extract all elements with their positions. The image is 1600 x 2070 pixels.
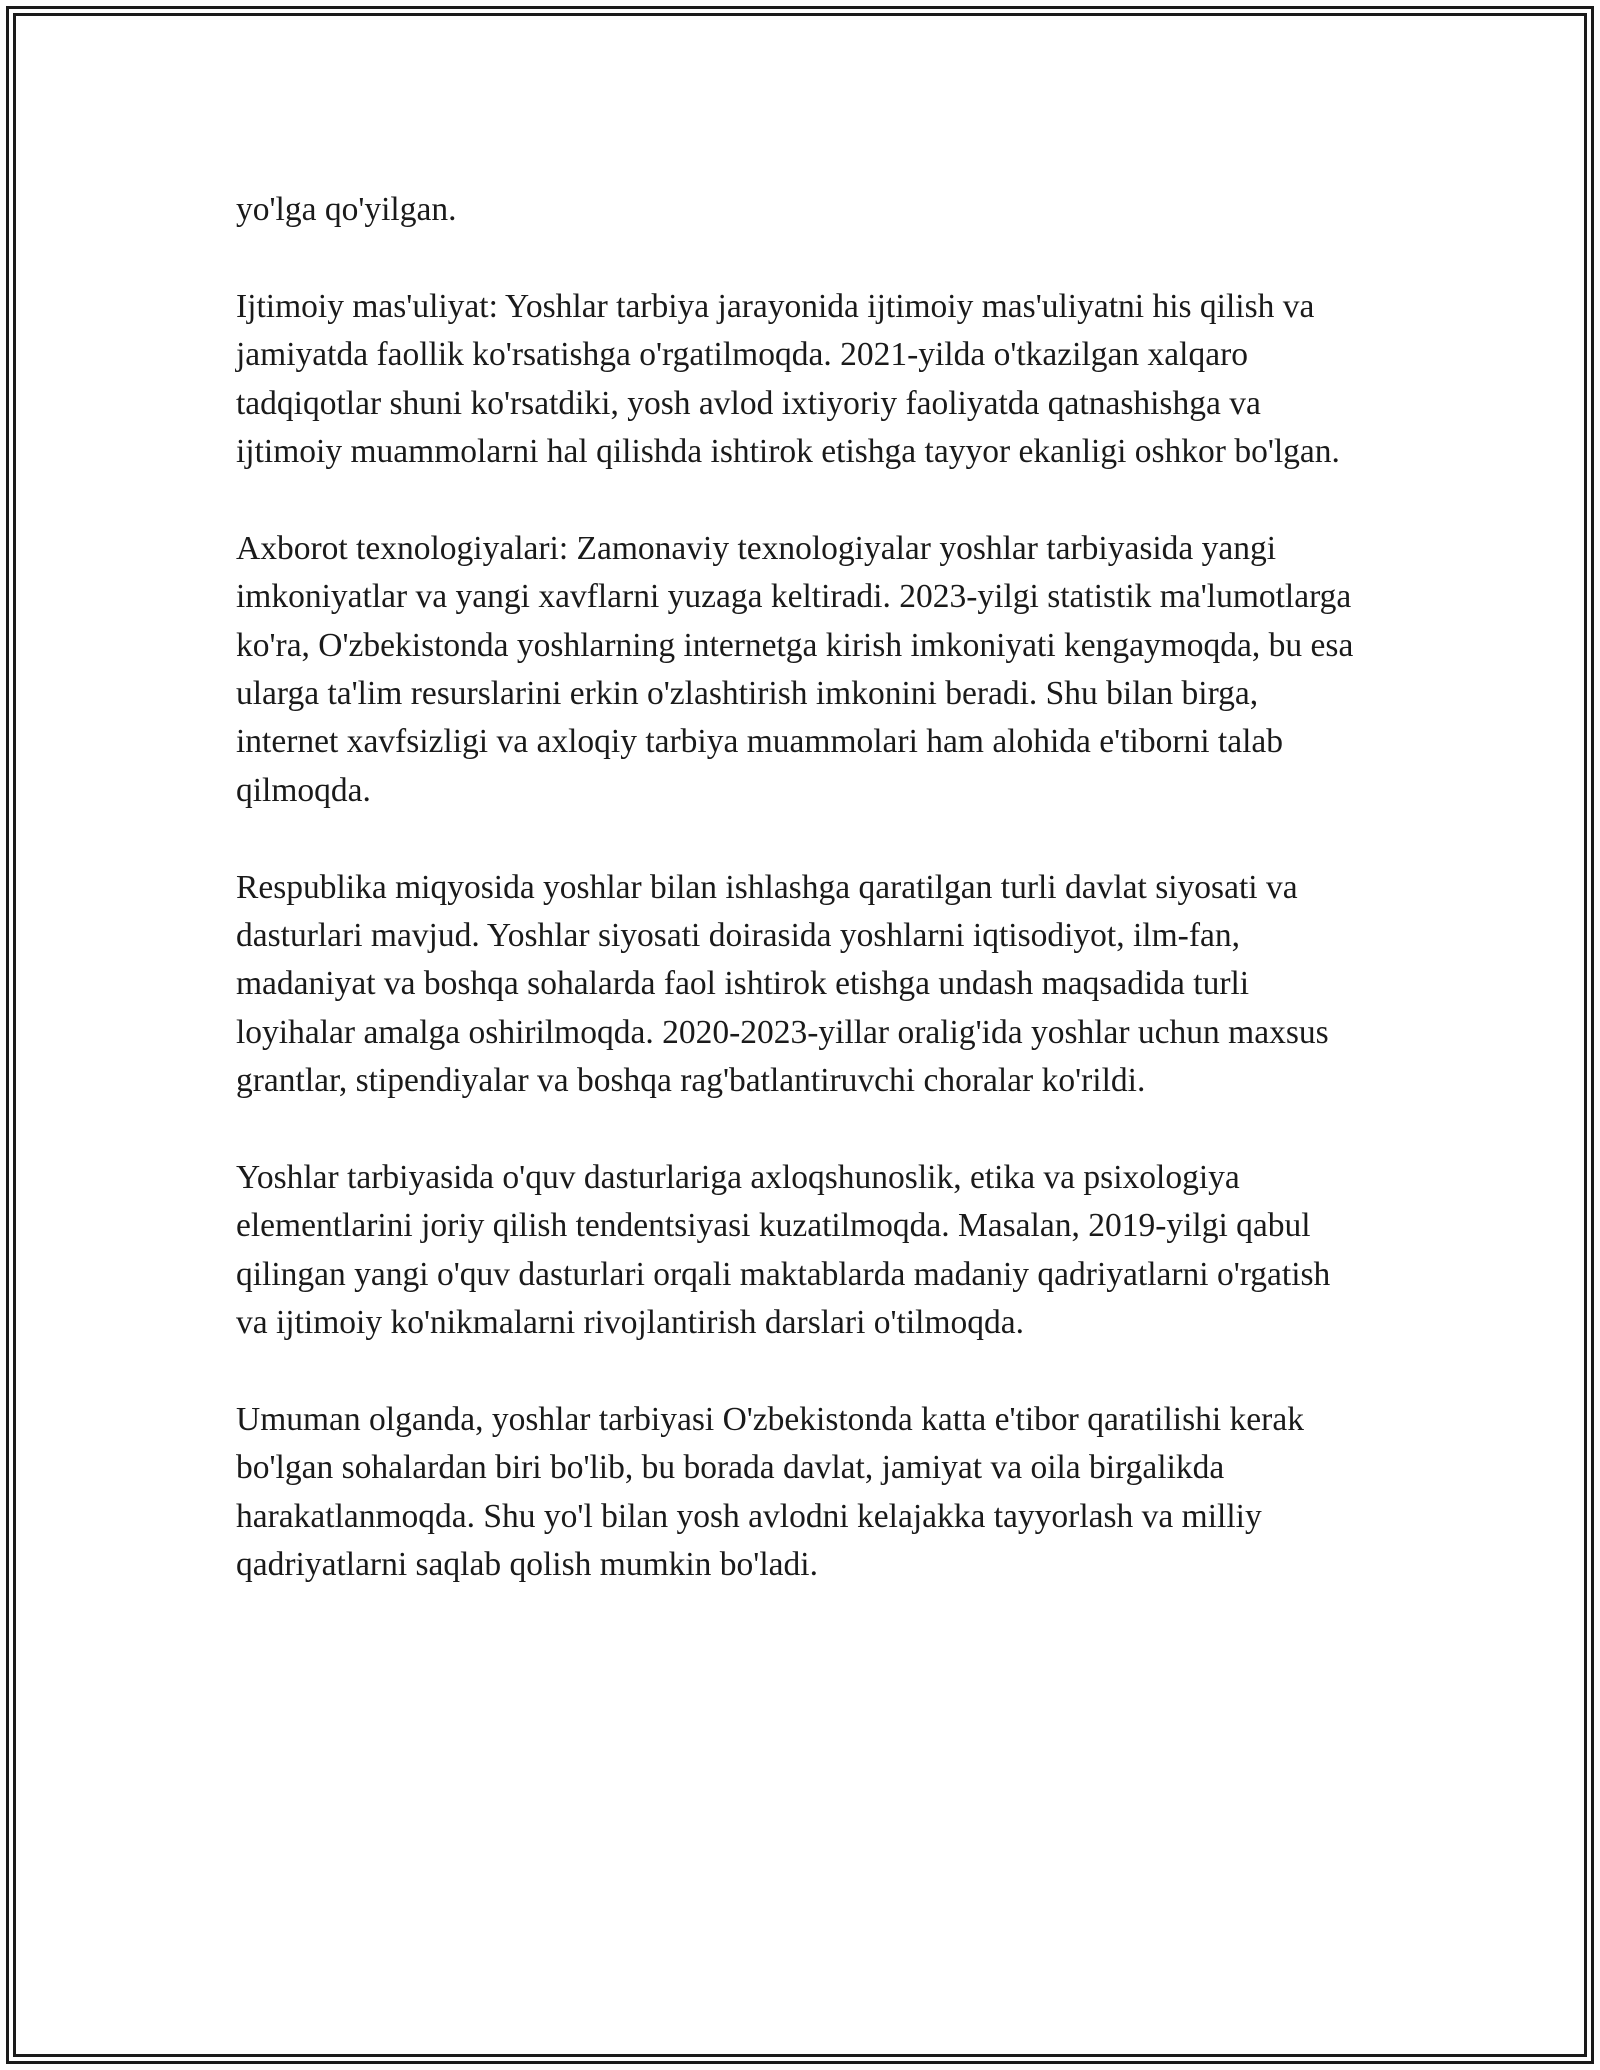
- document-body: [236, 186, 1366, 1638]
- paragraph-youth-policy: Respublika miqyosida yoshlar bilan ishlashga qaratilgan turli davlat siyosati va dasturlari mavjud. Yoshlar siyosati doirasida yoshlarni iqtisodiyot, ilm-fan, madaniyat va boshqa sohalarda faol ishtirok etishga undash maqsadida turli loyihalar amalga oshirilmoqda. 2020-2023-yillar oralig'ida yoshlar uchun maxsus grantlar, stipendiyalar va boshqa rag'batlantiruvchi choralar ko'rildi.: [236, 868, 1329, 1100]
- paragraph-conclusion: Umuman olganda, yoshlar tarbiyasi O'zbekistonda katta e'tibor qaratilishi kerak bo'lgan sohalardan biri bo'lib, bu borada davlat, jamiyat va oila birgalikda harakatlanmoqda. Shu yo'l bilan yosh avlodni kelajakka tayyorlash va milliy qadriyatlarni saqlab qolish mumkin bo'ladi.: [236, 1401, 1304, 1584]
- paragraph-social-responsibility: Ijtimoiy mas'uliyat: Yoshlar tarbiya jarayonida ijtimoiy mas'uliyatni his qilish va jamiyatda faollik ko'rsatishga o'rgatilmoqda. 2021-yilda o'tkazilgan xalqaro tadqiqotlar shuni ko'rsatdiki, yosh avlod ixtiyoriy faoliyatda qatnashishga va ijtimoiy muammolarni hal qilishda ishtirok etishga tayyor ekanligi oshkor bo'lgan.: [236, 287, 1340, 471]
- paragraph-information-technology: Axborot texnologiyalari: Zamonaviy texnologiyalar yoshlar tarbiyasida yangi imkoniyatlar va yangi xavflarni yuzaga keltiradi. 2023-yilgi statistik ma'lumotlarga ko'ra, O'zbekistonda yoshlarning internetga kirish imkoniyati kengaymoqda, bu esa ularga ta'lim resurslarini erkin o'zlashtirish imkonini beradi. Shu bilan birga, internet xavfsizligi va axloqiy tarbiya muammolari ham alohida e'tiborni talab qilmoqda.: [236, 529, 1354, 809]
- paragraph-continuation: yo'lga qo'yilgan.: [236, 191, 457, 228]
- paragraph-curriculum: Yoshlar tarbiyasida o'quv dasturlariga axloqshunoslik, etika va psixologiya elementlarini joriy qilish tendentsiyasi kuzatilmoqda. Masalan, 2019-yilgi qabul qilingan yangi o'quv dasturlari orqali maktablarda madaniy qadriyatlarni o'rgatish va ijtimoiy ko'nikmalarni rivojlantirish darslari o'tilmoqda.: [236, 1159, 1331, 1342]
